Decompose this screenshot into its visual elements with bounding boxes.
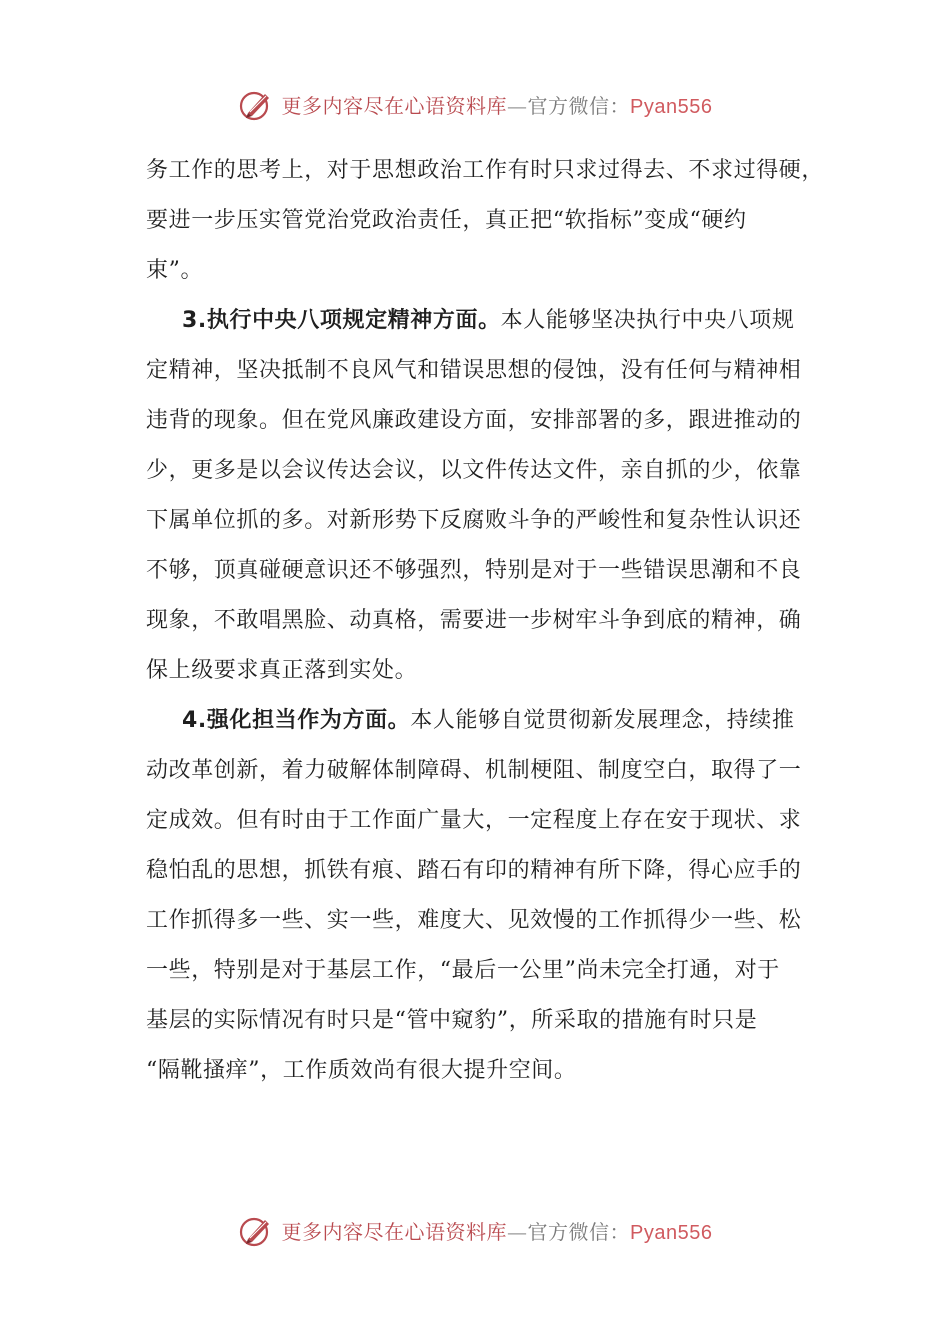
banner-main-text: 更多内容尽在心语资料库 — [281, 1219, 508, 1244]
banner-dash: — — [507, 93, 528, 118]
paragraph-line: 保上级要求真正落到实处。 — [146, 658, 418, 683]
paragraph-line: 稳怕乱的思想，抓铁有痕、踏石有印的精神有所下降，得心应手的 — [146, 858, 802, 883]
paragraph-line: “隔靴搔痒”，工作质效尚有很大提升空间。 — [146, 1058, 577, 1083]
document-body — [146, 146, 825, 1096]
paragraph-line: 基层的实际情况有时只是“管中窥豹”，所采取的措施有时只是 — [146, 1008, 758, 1033]
section-4-intro: 本人能够自觉贯彻新发展理念，持续推 — [410, 708, 795, 733]
banner-wechat-id: Pyan556 — [630, 95, 713, 118]
section-3-heading: 3.执行中央八项规定精神方面。 — [182, 308, 501, 333]
paragraph-line: 务工作的思考上，对于思想政治工作有时只求过得去、不求过得硬， — [146, 158, 825, 183]
pen-nib-icon — [238, 86, 274, 122]
banner-dash: — — [507, 1219, 528, 1244]
section-3-first-line — [146, 296, 806, 346]
header-banner — [0, 84, 950, 124]
banner-wechat-label: 官方微信： — [527, 1219, 631, 1244]
banner-main-text: 更多内容尽在心语资料库 — [281, 93, 508, 118]
paragraph-line: 少，更多是以会议传达会议，以文件传达文件，亲自抓的少，依靠 — [146, 458, 802, 483]
section-3-intro: 本人能够坚决执行中央八项规 — [500, 308, 795, 333]
section-4-first-line — [146, 696, 806, 746]
paragraph-line: 定精神，坚决抵制不良风气和错误思想的侵蚀，没有任何与精神相 — [146, 358, 802, 383]
footer-banner — [0, 1210, 950, 1250]
paragraph-line: 动改革创新，着力破解体制障碍、机制梗阻、制度空白，取得了一 — [146, 758, 802, 783]
banner-wechat-id: Pyan556 — [630, 1221, 713, 1244]
paragraph-line: 定成效。但有时由于工作面广量大，一定程度上存在安于现状、求 — [146, 808, 802, 833]
paragraph-line: 不够，顶真碰硬意识还不够强烈，特别是对于一些错误思潮和不良 — [146, 558, 802, 583]
paragraph-line: 要进一步压实管党治党政治责任，真正把“软指标”变成“硬约 — [146, 208, 747, 233]
paragraph-line: 现象，不敢唱黑脸、动真格，需要进一步树牢斗争到底的精神，确 — [146, 608, 802, 633]
paragraph-line: 下属单位抓的多。对新形势下反腐败斗争的严峻性和复杂性认识还 — [146, 508, 802, 533]
paragraph-line: 束”。 — [146, 258, 204, 283]
footer-banner-text — [282, 1216, 713, 1245]
paragraph-line: 工作抓得多一些、实一些，难度大、见效慢的工作抓得少一些、松 — [146, 908, 802, 933]
section-4-heading: 4.强化担当作为方面。 — [182, 708, 411, 733]
pen-nib-icon — [238, 1212, 274, 1248]
paragraph-line: 一些，特别是对于基层工作，“最后一公里”尚未完全打通，对于 — [146, 958, 780, 983]
paragraph-line: 违背的现象。但在党风廉政建设方面，安排部署的多，跟进推动的 — [146, 408, 802, 433]
banner-wechat-label: 官方微信： — [527, 93, 631, 118]
header-banner-text — [282, 90, 713, 119]
